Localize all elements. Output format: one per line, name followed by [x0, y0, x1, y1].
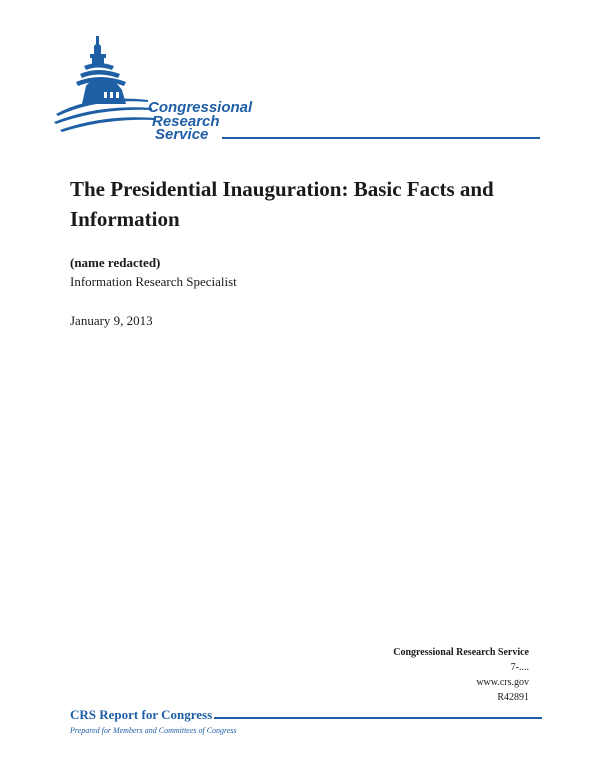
crs-org-name: Congressional Research Service — [393, 647, 529, 658]
crs-contact-block — [393, 645, 529, 705]
crs-logo — [52, 34, 542, 146]
footer — [70, 706, 542, 735]
footer-subtitle: Prepared for Members and Committees of Congress — [70, 726, 237, 735]
report-title: The Presidential Inauguration: Basic Facts and Information — [70, 177, 494, 231]
author-role: Information Research Specialist — [70, 274, 237, 289]
footer-title: CRS Report for Congress — [70, 707, 213, 722]
logo-line-2: Research — [152, 112, 220, 130]
report-date: January 9, 2013 — [70, 313, 153, 328]
logo-wordmark — [148, 101, 252, 142]
logo-divider — [222, 137, 540, 139]
logo-line-3: Service — [155, 126, 209, 143]
crs-phone: 7-.... — [510, 662, 529, 673]
author-name: (name redacted) — [70, 255, 161, 270]
logo-line-1: Congressional — [148, 99, 253, 116]
crs-website[interactable]: www.crs.gov — [476, 677, 529, 688]
capitol-dome-icon — [52, 34, 162, 144]
report-number: R42891 — [497, 692, 529, 703]
